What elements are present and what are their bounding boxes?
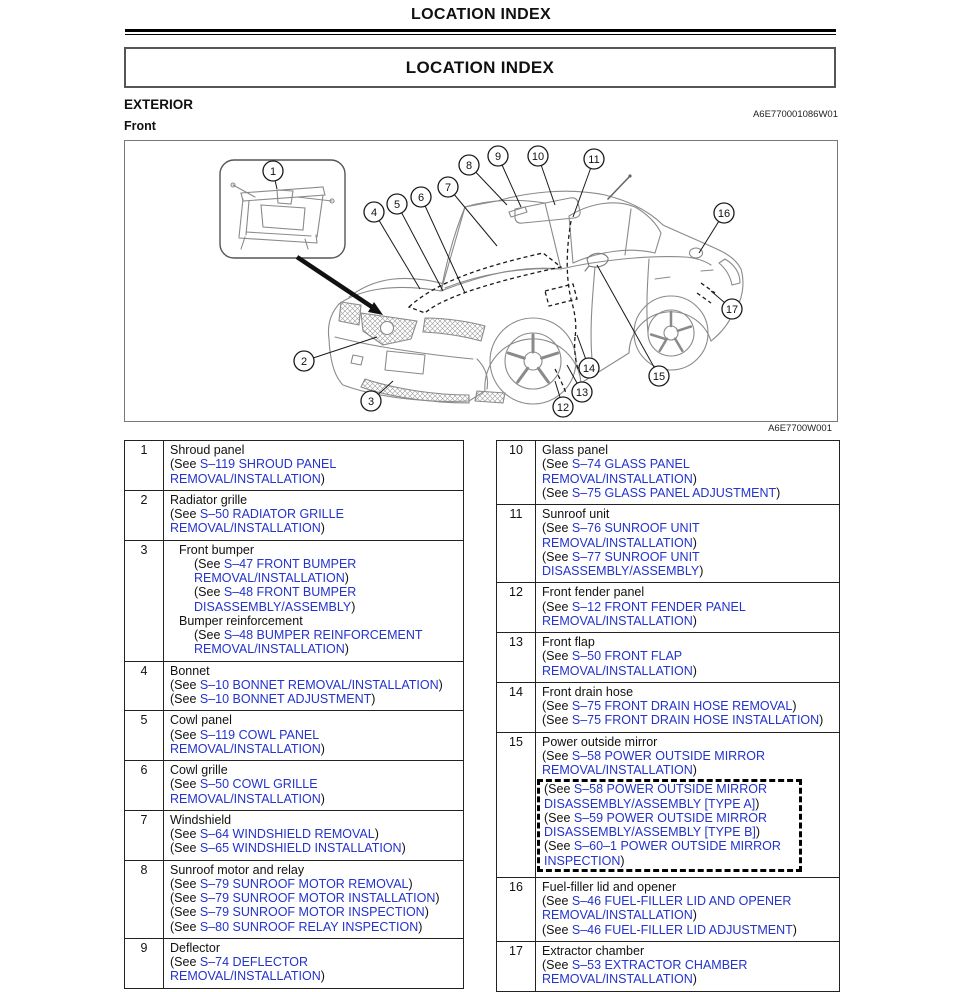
see-reference: [170, 841, 459, 855]
rear-wheel: [634, 296, 708, 370]
see-prefix: (See: [544, 782, 574, 797]
see-prefix: (See: [544, 839, 574, 854]
see-reference: [542, 894, 835, 923]
table-row: [125, 811, 463, 861]
part-number: 6: [125, 761, 164, 810]
see-reference: [542, 713, 835, 727]
see-suffix: ): [692, 763, 697, 777]
see-suffix: ): [776, 485, 781, 500]
part-number: 14: [497, 683, 536, 732]
callout-10: [528, 146, 555, 205]
see-reference: [170, 557, 459, 586]
see-prefix: (See: [170, 891, 200, 905]
see-ref-link[interactable]: S–48 BUMPER REINFORCEMENT REMOVAL/INSTALLATION: [194, 628, 423, 657]
part-cell: [164, 939, 463, 988]
see-reference: [544, 782, 796, 811]
callout-7: [438, 177, 497, 246]
see-suffix: ): [401, 841, 406, 856]
see-ref-link[interactable]: S–74 DEFLECTOR REMOVAL/INSTALLATION: [170, 955, 321, 984]
fog-opening: [475, 391, 505, 403]
see-ref-link[interactable]: S–48 FRONT BUMPER DISASSEMBLY/ASSEMBLY: [194, 585, 357, 614]
part-cell: [536, 583, 839, 632]
location-diagram: [124, 140, 838, 422]
part-name: Fuel-filler lid and opener: [542, 879, 677, 894]
part-number: 10: [497, 441, 536, 504]
see-suffix: ): [320, 521, 325, 536]
part-number: 8: [125, 861, 164, 938]
see-prefix: (See: [542, 549, 572, 564]
rear-door-cut: [647, 259, 649, 333]
part-number: 1: [125, 441, 164, 490]
bonnet-dashed-region: [409, 253, 561, 313]
see-suffix: ): [351, 599, 356, 614]
see-reference: [542, 521, 835, 550]
see-suffix: ): [435, 891, 440, 905]
callout-4: [364, 202, 420, 289]
part-number: 5: [125, 711, 164, 760]
front-door-cut: [591, 267, 595, 369]
svg-text:8: 8: [465, 159, 473, 172]
part-cell: [164, 711, 463, 760]
part-cell: [164, 861, 463, 938]
see-reference: [170, 728, 459, 757]
part-cell: [536, 441, 839, 504]
see-suffix: ): [692, 972, 697, 987]
see-suffix: ): [320, 741, 325, 756]
headlight-left: [339, 302, 361, 325]
part-cell: [164, 491, 463, 540]
part-cell: [536, 878, 839, 941]
part-cell: [164, 662, 463, 711]
part-name: Front flap: [542, 635, 595, 649]
see-reference: [542, 550, 835, 579]
part-name: Sunroof motor and relay: [170, 862, 305, 877]
part-number: 7: [125, 811, 164, 860]
see-ref-link[interactable]: S–119 COWL PANEL REMOVAL/INSTALLATION: [170, 727, 321, 756]
see-prefix: (See: [170, 919, 200, 934]
see-suffix: ): [755, 796, 760, 811]
part-name: Glass panel: [542, 443, 609, 457]
part-cell: [536, 633, 839, 682]
see-ref-link[interactable]: S–58 POWER OUTSIDE MIRROR DISASSEMBLY/ASSEMBLY [TYPE A]: [544, 782, 767, 811]
license-plate: [385, 351, 425, 374]
callout-17: [711, 291, 742, 319]
svg-text:4: 4: [370, 206, 378, 219]
part-name: Shroud panel: [170, 443, 245, 457]
a-pillar-drain-dashes: [567, 221, 576, 337]
svg-text:15: 15: [652, 370, 666, 383]
see-ref-link[interactable]: S–47 FRONT BUMPER REMOVAL/INSTALLATION: [194, 556, 357, 585]
see-reference: [170, 507, 459, 536]
table-row: [125, 441, 463, 491]
sunroof-glass: [515, 198, 580, 223]
front-wheel: [490, 318, 576, 404]
part-number: 17: [497, 942, 536, 991]
callout-16: [699, 203, 734, 253]
table-row: [497, 942, 839, 991]
see-prefix: (See: [542, 485, 572, 500]
table-row: [497, 733, 839, 878]
part-number: 16: [497, 878, 536, 941]
see-prefix: (See: [170, 692, 200, 706]
header-rule: [125, 29, 836, 35]
table-row: [497, 505, 839, 583]
part-name: Cowl grille: [170, 763, 228, 777]
part-number: 13: [497, 633, 536, 682]
see-suffix: ): [371, 692, 376, 706]
see-prefix: (See: [170, 777, 200, 792]
see-prefix: (See: [170, 507, 200, 521]
see-reference: [542, 649, 835, 678]
see-prefix: (See: [542, 958, 572, 972]
svg-text:1: 1: [269, 165, 277, 178]
antenna-line: [608, 174, 632, 199]
svg-text:9: 9: [494, 150, 502, 163]
table-row: [125, 939, 463, 988]
see-suffix: ): [320, 969, 325, 984]
see-ref-link[interactable]: S–64 WINDSHIELD REMOVAL: [199, 827, 375, 841]
see-suffix: ): [792, 699, 797, 713]
see-reference: [544, 811, 796, 840]
see-prefix: (See: [542, 748, 572, 763]
callout-9: [488, 146, 521, 207]
see-suffix: ): [692, 613, 697, 628]
part-name: Cowl panel: [170, 713, 232, 728]
rear-bumper-dashes: [697, 283, 715, 303]
see-suffix: ): [692, 535, 697, 550]
see-prefix: (See: [170, 677, 200, 692]
see-suffix: ): [699, 564, 704, 578]
part-name: Front bumper: [179, 542, 255, 557]
headlight-right: [423, 318, 485, 341]
see-suffix: ): [438, 677, 443, 692]
boxed-title-text: LOCATION INDEX: [405, 57, 555, 77]
svg-text:16: 16: [717, 207, 731, 220]
see-ref-link[interactable]: S–53 EXTRACTOR CHAMBER REMOVAL/INSTALLATION: [542, 958, 748, 987]
see-prefix: (See: [170, 955, 200, 969]
c-pillar-roof: [465, 191, 663, 225]
see-prefix: (See: [544, 810, 574, 825]
see-ref-link[interactable]: S–79 SUNROOF MOTOR REMOVAL: [199, 876, 409, 891]
see-reference: [542, 457, 835, 486]
see-reference: [170, 905, 459, 919]
table-row: [125, 711, 463, 761]
see-reference: [542, 600, 835, 629]
see-ref-link[interactable]: S–74 GLASS PANEL REMOVAL/INSTALLATION: [542, 457, 693, 486]
table-row: [125, 541, 463, 662]
part-number: 15: [497, 733, 536, 877]
see-prefix: (See: [194, 585, 224, 600]
see-prefix: (See: [542, 922, 572, 937]
see-suffix: ): [792, 922, 797, 937]
see-prefix: (See: [170, 457, 200, 472]
callout-5: [387, 191, 443, 291]
see-suffix: ): [418, 919, 423, 934]
part-name: Windshield: [170, 812, 232, 827]
dashed-overlays: [409, 221, 715, 393]
parts-table-left: [124, 440, 464, 989]
see-ref-link[interactable]: S–50 COWL GRILLE REMOVAL/INSTALLATION: [170, 777, 321, 806]
cowl-dashed-rect: [545, 284, 577, 306]
see-prefix: (See: [542, 894, 572, 908]
part-cell: [536, 733, 839, 877]
see-reference: [170, 955, 459, 984]
rear-door-handle: [701, 270, 713, 271]
see-reference: [170, 692, 459, 706]
svg-text:10: 10: [531, 150, 545, 163]
part-name: Bonnet: [170, 663, 210, 678]
table-row: [497, 633, 839, 683]
table-row: [125, 861, 463, 939]
part-cell: [536, 942, 839, 991]
see-ref-link[interactable]: S–80 SUNROOF RELAY INSPECTION: [199, 919, 419, 934]
part-number: 4: [125, 662, 164, 711]
see-reference: [170, 457, 459, 486]
part-name: Deflector: [170, 940, 221, 955]
see-suffix: ): [320, 471, 325, 486]
figure-code-top: A6E770001086W01: [752, 109, 838, 120]
figure-code-bottom: A6E7700W001: [768, 423, 832, 434]
rear-bumper: [711, 251, 743, 341]
see-ref-link[interactable]: S–65 WINDSHIELD INSTALLATION: [199, 841, 402, 856]
part-number: 12: [497, 583, 536, 632]
see-ref-link[interactable]: S–75 FRONT DRAIN HOSE REMOVAL: [571, 699, 793, 713]
part-cell: [164, 761, 463, 810]
part-name: Bumper reinforcement: [179, 613, 303, 628]
see-suffix: ): [692, 908, 697, 923]
see-ref-link[interactable]: S–58 POWER OUTSIDE MIRROR REMOVAL/INSTALLATION: [542, 748, 765, 777]
see-prefix: (See: [542, 521, 572, 536]
see-ref-link[interactable]: S–79 SUNROOF MOTOR INSTALLATION: [199, 891, 436, 905]
svg-text:17: 17: [725, 303, 739, 316]
see-prefix: (See: [194, 628, 224, 642]
svg-text:13: 13: [575, 386, 589, 399]
table-row: [497, 683, 839, 733]
see-reference: [542, 958, 835, 987]
see-suffix: ): [692, 471, 697, 486]
see-ref-link[interactable]: S–59 POWER OUTSIDE MIRROR DISASSEMBLY/ASSEMBLY [TYPE B]: [544, 810, 767, 839]
part-name: Radiator grille: [170, 492, 248, 507]
parts-table-right: [496, 440, 840, 992]
table-row: [125, 761, 463, 811]
flap-dashes: [555, 369, 566, 393]
see-prefix: (See: [542, 599, 572, 614]
part-number: 11: [497, 505, 536, 582]
part-name: Power outside mirror: [542, 734, 658, 749]
part-cell: [164, 441, 463, 490]
svg-text:3: 3: [367, 395, 375, 408]
see-suffix: ): [344, 571, 349, 585]
see-reference: [170, 585, 459, 614]
see-suffix: ): [320, 791, 325, 806]
section-title-box: [124, 47, 836, 88]
see-reference: [170, 628, 459, 657]
see-suffix: ): [620, 853, 625, 868]
subsection-label: Front: [124, 119, 156, 133]
callout-6: [411, 187, 465, 293]
see-reference: [542, 699, 835, 713]
see-suffix: ): [819, 713, 824, 728]
see-reference: [542, 486, 835, 500]
see-prefix: (See: [542, 457, 572, 472]
part-cell: [536, 505, 839, 582]
svg-text:11: 11: [588, 153, 600, 166]
see-reference: [170, 827, 459, 841]
part-cell: [164, 811, 463, 860]
section-label: EXTERIOR: [124, 97, 194, 112]
see-reference: [170, 678, 459, 692]
part-name: Front fender panel: [542, 585, 645, 600]
fuel-filler-lid-shape: [690, 248, 703, 258]
table-row: [497, 441, 839, 505]
see-ref-link[interactable]: S–60–1 POWER OUTSIDE MIRROR INSPECTION: [544, 839, 781, 868]
part-name: Front drain hose: [542, 684, 634, 699]
svg-text:7: 7: [444, 181, 452, 194]
see-prefix: (See: [194, 556, 224, 571]
table-row: [125, 491, 463, 541]
part-number: 9: [125, 939, 164, 988]
see-ref-link[interactable]: S–46 FUEL-FILLER LID ADJUSTMENT: [571, 922, 793, 937]
see-prefix: (See: [542, 699, 572, 713]
emphasis-dashed-box: [537, 779, 802, 872]
tow-hook: [351, 355, 363, 365]
svg-text:5: 5: [393, 198, 401, 211]
see-prefix: (See: [170, 876, 200, 891]
table-row: [125, 662, 463, 712]
see-ref-link[interactable]: S–50 RADIATOR GRILLE REMOVAL/INSTALLATION: [170, 507, 344, 536]
see-reference: [170, 891, 459, 905]
part-name: Sunroof unit: [542, 507, 610, 521]
see-suffix: ): [374, 827, 379, 841]
see-prefix: (See: [170, 905, 200, 920]
see-reference: [542, 749, 835, 778]
see-suffix: ): [344, 642, 349, 657]
b-pillar: [625, 209, 631, 255]
see-suffix: ): [424, 905, 429, 920]
see-prefix: (See: [542, 649, 572, 664]
callout-14: [577, 335, 599, 378]
see-prefix: (See: [170, 727, 200, 742]
see-ref-link[interactable]: S–75 FRONT DRAIN HOSE INSTALLATION: [571, 713, 820, 728]
see-ref-link[interactable]: S–77 SUNROOF UNIT DISASSEMBLY/ASSEMBLY: [542, 549, 700, 578]
part-name: Extractor chamber: [542, 943, 645, 958]
part-number: 3: [125, 541, 164, 661]
table-row: [497, 583, 839, 633]
see-ref-link[interactable]: S–10 BONNET ADJUSTMENT: [199, 692, 372, 706]
page-header-title: LOCATION INDEX: [411, 6, 551, 23]
front-door-handle: [655, 277, 670, 279]
part-cell: [536, 683, 839, 732]
see-ref-link[interactable]: S–79 SUNROOF MOTOR INSPECTION: [199, 905, 425, 920]
callout-12: [553, 381, 573, 417]
see-reference: [170, 877, 459, 891]
see-prefix: (See: [542, 713, 572, 728]
svg-text:12: 12: [556, 401, 570, 414]
fender-line: [477, 359, 488, 389]
see-ref-link[interactable]: S–119 SHROUD PANEL REMOVAL/INSTALLATION: [170, 457, 336, 486]
see-reference: [170, 777, 459, 806]
part-number: 2: [125, 491, 164, 540]
emblem-circle: [381, 322, 394, 335]
see-suffix: ): [408, 876, 413, 891]
see-ref-link[interactable]: S–12 FRONT FENDER PANEL REMOVAL/INSTALLATION: [542, 599, 746, 628]
svg-text:6: 6: [417, 191, 425, 204]
callout-15: [597, 265, 669, 386]
see-prefix: (See: [170, 841, 200, 856]
see-ref-link[interactable]: S–50 FRONT FLAP REMOVAL/INSTALLATION: [542, 649, 693, 678]
see-ref-link[interactable]: S–75 GLASS PANEL ADJUSTMENT: [571, 485, 777, 500]
see-reference: [542, 923, 835, 937]
table-row: [497, 878, 839, 942]
trunk-line: [663, 225, 721, 251]
see-reference: [170, 920, 459, 934]
see-ref-link[interactable]: S–10 BONNET REMOVAL/INSTALLATION: [199, 677, 439, 692]
see-suffix: ): [692, 663, 697, 678]
part-cell: [164, 541, 463, 661]
see-ref-link[interactable]: S–46 FUEL-FILLER LID AND OPENER REMOVAL/INSTALLATION: [542, 894, 792, 923]
see-reference: [544, 839, 796, 868]
see-suffix: ): [755, 825, 761, 839]
svg-text:2: 2: [300, 355, 308, 368]
callout-2: [294, 337, 377, 371]
see-ref-link[interactable]: S–76 SUNROOF UNIT REMOVAL/INSTALLATION: [542, 521, 700, 550]
see-prefix: (See: [170, 827, 200, 841]
svg-text:14: 14: [582, 362, 596, 375]
